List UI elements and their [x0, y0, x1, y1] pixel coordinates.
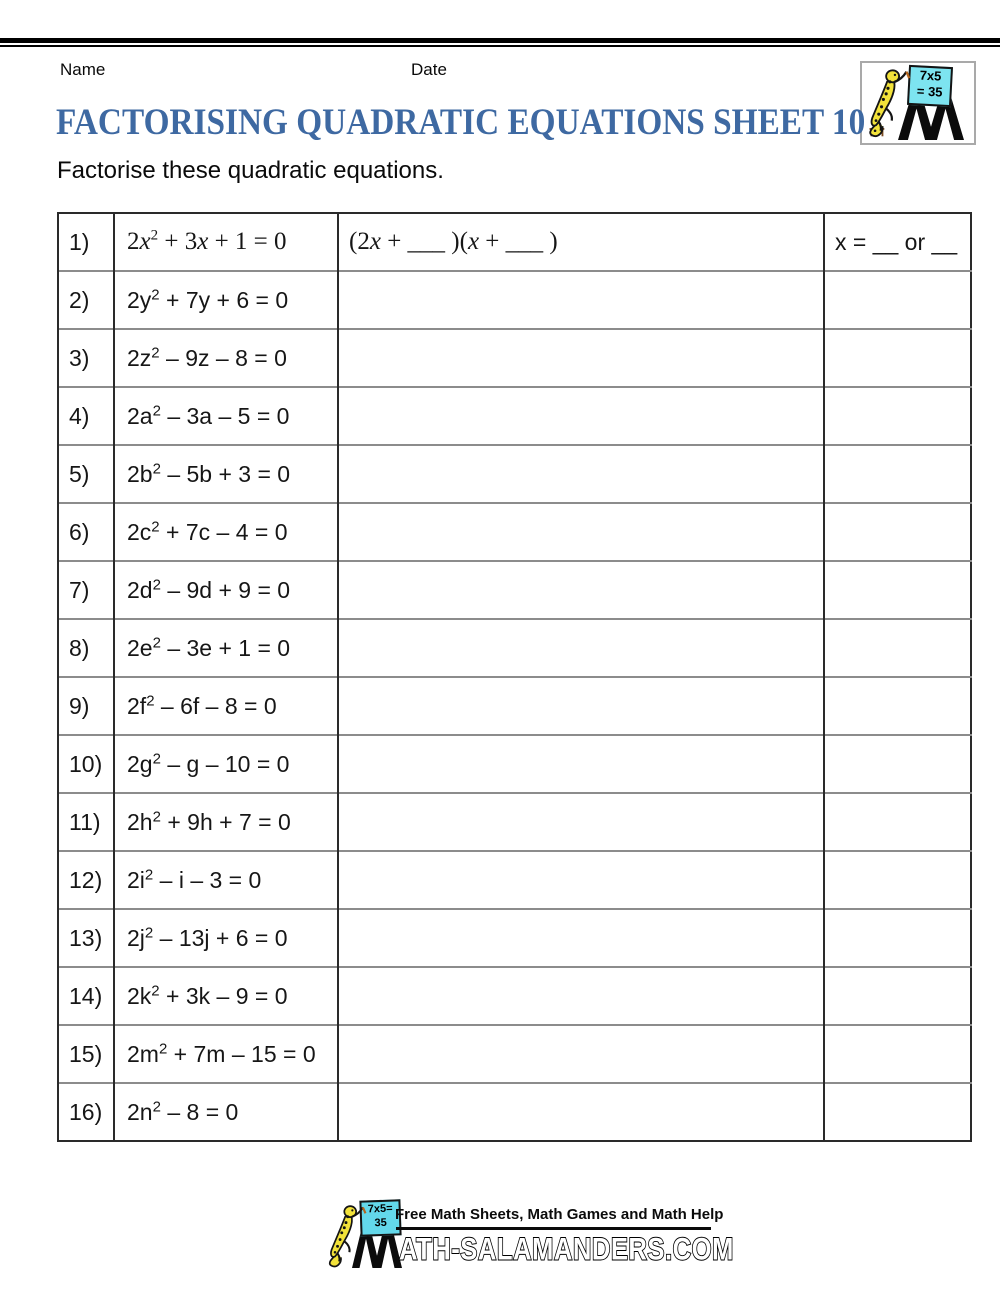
equation-variable: x — [139, 228, 151, 255]
hint-text: + ___ )( — [380, 228, 468, 255]
equation-rest: – g – 10 = 0 — [160, 750, 290, 777]
equation-exponent: 2 — [152, 575, 161, 593]
equation-middle: + 3 — [158, 228, 198, 255]
equation-coefficient: 2d — [127, 576, 153, 603]
problems-table — [57, 212, 972, 1142]
equation-coefficient: 2h — [127, 808, 153, 835]
equation-cell — [114, 851, 338, 909]
equation-cell — [114, 909, 338, 967]
equation-cell — [114, 967, 338, 1025]
solution-cell[interactable] — [824, 677, 971, 735]
equation-rest: + 9h + 7 = 0 — [160, 808, 291, 835]
equation-exponent: 2 — [146, 691, 155, 709]
equation-coefficient: 2c — [127, 518, 152, 545]
solution-cell[interactable] — [824, 1025, 971, 1083]
factorised-form-cell[interactable] — [338, 677, 824, 735]
name-label: Name — [60, 60, 106, 79]
equation-exponent: 2 — [152, 459, 161, 477]
solution-cell[interactable] — [824, 793, 971, 851]
problem-number: 13) — [58, 909, 114, 967]
equation-coefficient: 2n — [127, 1098, 153, 1125]
hint-variable: x — [467, 228, 480, 255]
equation-rest: – 6f – 8 = 0 — [154, 692, 277, 719]
equation-rest: – 8 = 0 — [160, 1098, 239, 1125]
equation-exponent: 2 — [152, 1097, 161, 1115]
solution-text: x = __ or __ — [835, 228, 958, 255]
factorised-form-cell[interactable] — [338, 735, 824, 793]
equation-coefficient: 2 — [127, 228, 140, 255]
equation-exponent: 2 — [152, 401, 161, 419]
factorised-form-cell[interactable] — [338, 619, 824, 677]
table-row — [58, 735, 971, 793]
date-label: Date — [411, 60, 447, 79]
solution-cell[interactable] — [824, 561, 971, 619]
solution-cell[interactable] — [824, 967, 971, 1025]
equation-rest: + 1 = 0 — [208, 228, 287, 255]
equation-coefficient: 2e — [127, 634, 153, 661]
problem-number: 8) — [58, 619, 114, 677]
footer-divider — [396, 1227, 711, 1230]
table-row — [58, 213, 971, 271]
equation-exponent: 2 — [144, 865, 154, 883]
whiteboard-line1: 7x5 — [919, 67, 942, 84]
table-row — [58, 793, 971, 851]
equation-cell — [114, 677, 338, 735]
problem-number: 10) — [58, 735, 114, 793]
table-row — [58, 387, 971, 445]
problem-number: 16) — [58, 1083, 114, 1141]
factorised-form-cell[interactable] — [338, 271, 824, 329]
problem-number: 1) — [58, 213, 114, 271]
footer-whiteboard-line2: 35 — [374, 1217, 388, 1230]
factorised-form-cell[interactable] — [338, 1025, 824, 1083]
solution-cell[interactable] — [824, 387, 971, 445]
table-row — [58, 1083, 971, 1141]
equation-cell — [114, 1083, 338, 1141]
footer-tagline: Free Math Sheets, Math Games and Math Help — [395, 1206, 724, 1223]
factorised-form-cell[interactable] — [338, 909, 824, 967]
solution-cell[interactable] — [824, 909, 971, 967]
table-row — [58, 503, 971, 561]
footer-wordmark[interactable]: ATH-SALAMANDERS.COM — [399, 1231, 734, 1267]
solution-cell[interactable] — [824, 213, 971, 271]
factorised-form-cell[interactable] — [338, 387, 824, 445]
hint-variable: x — [369, 228, 381, 255]
equation-cell — [114, 213, 338, 271]
table-row — [58, 329, 971, 387]
site-logo[interactable] — [860, 61, 976, 145]
problem-number: 7) — [58, 561, 114, 619]
equation-exponent: 2 — [151, 517, 160, 535]
equation-coefficient: 2g — [127, 750, 153, 777]
table-row — [58, 851, 971, 909]
equation-cell — [114, 619, 338, 677]
table-row — [58, 445, 971, 503]
solution-cell[interactable] — [824, 1083, 971, 1141]
solution-cell[interactable] — [824, 619, 971, 677]
table-row — [58, 967, 971, 1025]
table-row — [58, 909, 971, 967]
page-title: FACTORISING QUADRATIC EQUATIONS SHEET 10 — [56, 102, 866, 143]
equation-cell — [114, 329, 338, 387]
equation-coefficient: 2f — [127, 692, 147, 719]
equation-exponent: 2 — [144, 923, 154, 941]
salamander-icon — [864, 68, 912, 140]
factorised-form-cell[interactable] — [338, 503, 824, 561]
problem-number: 9) — [58, 677, 114, 735]
solution-cell[interactable] — [824, 329, 971, 387]
equation-cell — [114, 1025, 338, 1083]
solution-cell[interactable] — [824, 503, 971, 561]
factorised-form-cell[interactable] — [338, 851, 824, 909]
equation-rest: – 9d + 9 = 0 — [160, 576, 291, 603]
equation-exponent: 2 — [152, 749, 161, 767]
equation-coefficient: 2z — [127, 344, 152, 371]
solution-cell[interactable] — [824, 735, 971, 793]
footer-whiteboard-line1: 7x5= — [367, 1202, 393, 1216]
problem-number: 3) — [58, 329, 114, 387]
equation-exponent: 2 — [151, 343, 160, 361]
table-row — [58, 271, 971, 329]
equation-rest: – 3e + 1 = 0 — [160, 634, 291, 661]
equation-coefficient: 2a — [127, 402, 153, 429]
whiteboard-line2: = 35 — [916, 83, 943, 100]
solution-cell[interactable] — [824, 851, 971, 909]
problem-number: 5) — [58, 445, 114, 503]
equation-rest: + 7m – 15 = 0 — [167, 1040, 316, 1067]
equation-cell — [114, 561, 338, 619]
factorised-form-cell[interactable] — [338, 967, 824, 1025]
equation-cell — [114, 387, 338, 445]
factorised-form-cell[interactable] — [338, 1083, 824, 1141]
equation-cell — [114, 793, 338, 851]
equation-rest: – 9z – 8 = 0 — [159, 344, 287, 371]
whiteboard-icon — [907, 65, 953, 107]
factorised-form-cell[interactable] — [338, 329, 824, 387]
problem-number: 14) — [58, 967, 114, 1025]
problem-number: 2) — [58, 271, 114, 329]
equation-exponent: 2 — [158, 1039, 168, 1057]
equation-rest: – 13j + 6 = 0 — [153, 924, 288, 951]
problem-number: 15) — [58, 1025, 114, 1083]
problem-number: 4) — [58, 387, 114, 445]
solution-cell[interactable] — [824, 445, 971, 503]
table-row — [58, 619, 971, 677]
equation-rest: – i – 3 = 0 — [153, 866, 262, 893]
footer-salamander-icon — [324, 1203, 368, 1271]
equation-cell — [114, 445, 338, 503]
equation-coefficient: 2m — [127, 1040, 159, 1067]
factorised-form-cell[interactable] — [338, 445, 824, 503]
equation-rest: + 3k – 9 = 0 — [159, 982, 288, 1009]
hint-text: + ___ ) — [479, 228, 558, 255]
equation-rest: + 7y + 6 = 0 — [159, 286, 289, 313]
equation-coefficient: 2j — [127, 924, 145, 951]
table-row — [58, 677, 971, 735]
equation-cell — [114, 503, 338, 561]
equation-exponent: 2 — [151, 285, 160, 303]
equation-coefficient: 2k — [127, 982, 152, 1009]
hint-text: (2 — [349, 228, 370, 255]
equation-rest: – 3a – 5 = 0 — [160, 402, 290, 429]
instructions: Factorise these quadratic equations. — [57, 157, 444, 184]
top-divider — [0, 38, 1000, 47]
equation-rest: + 7c – 4 = 0 — [159, 518, 288, 545]
table-row — [58, 1025, 971, 1083]
equation-coefficient: 2b — [127, 460, 153, 487]
problem-number: 12) — [58, 851, 114, 909]
table-row — [58, 561, 971, 619]
equation-variable: x — [197, 228, 209, 255]
equation-coefficient: 2y — [127, 286, 152, 313]
factorised-form-cell[interactable] — [338, 213, 824, 271]
equation-cell — [114, 735, 338, 793]
equation-rest: – 5b + 3 = 0 — [160, 460, 291, 487]
factorised-form-cell[interactable] — [338, 561, 824, 619]
equation-exponent: 2 — [152, 633, 161, 651]
problems-table-body — [58, 213, 971, 1141]
equation-cell — [114, 271, 338, 329]
equation-exponent: 2 — [150, 227, 159, 244]
solution-cell[interactable] — [824, 271, 971, 329]
problem-number: 6) — [58, 503, 114, 561]
equation-exponent: 2 — [152, 807, 161, 825]
problem-number: 11) — [58, 793, 114, 851]
equation-coefficient: 2i — [127, 866, 145, 893]
factorised-form-cell[interactable] — [338, 793, 824, 851]
equation-exponent: 2 — [151, 981, 160, 999]
